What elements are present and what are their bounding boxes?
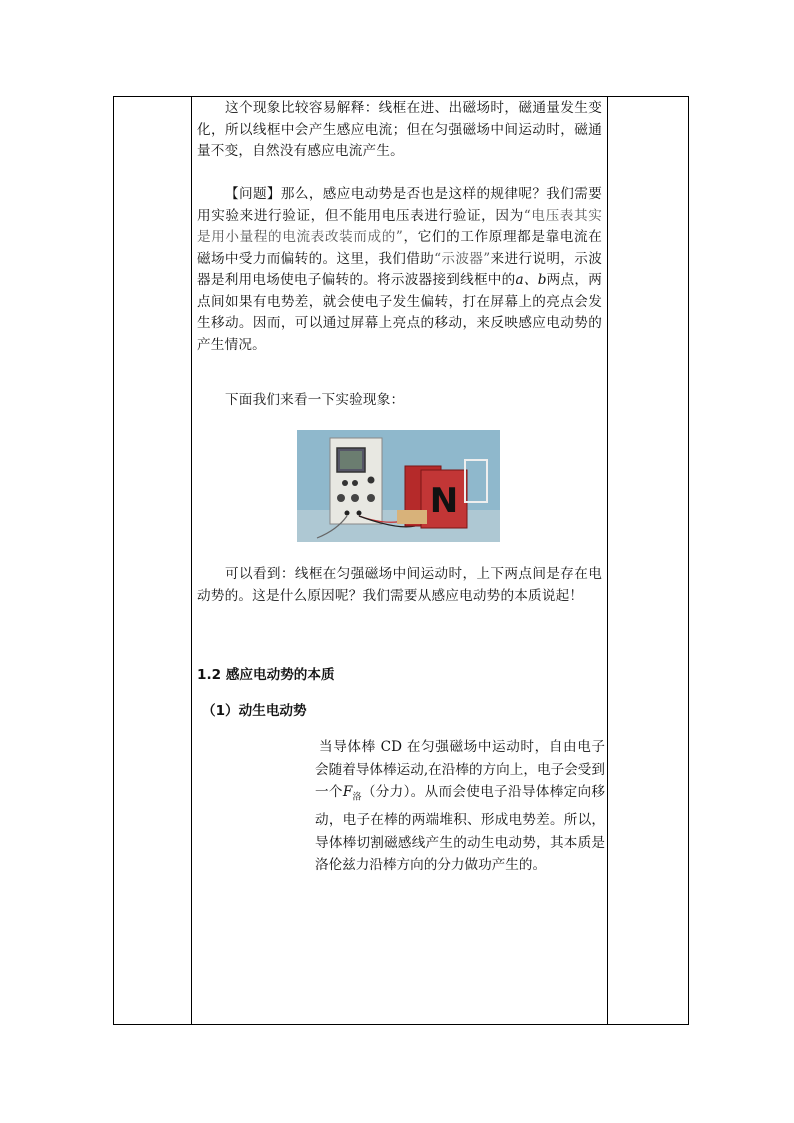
subsection-heading: （1）动生电动势: [202, 703, 307, 719]
section-heading: 1.2 感应电动势的本质: [197, 667, 335, 683]
column-divider: [607, 97, 608, 1024]
column-divider: [191, 97, 192, 1024]
magnet-pole-label: N: [429, 481, 459, 521]
oscilloscope-experiment-photo: [297, 430, 500, 542]
paragraph-observation: 可以看到：线框在匀强磁场中间运动时，上下两点间是存在电动势的。这是什么原因呢？我们需要从感应电动势的本质说起！: [197, 566, 602, 604]
paragraph-intro-experiment: 下面我们来看一下实验现象：: [225, 392, 405, 408]
paragraph-explanation: 这个现象比较容易解释：线框在进、出磁场时，磁通量发生变化，所以线框中会产生感应电流；但在匀强磁场中间运动时，磁通量不变，自然没有感应电流产生。: [197, 100, 602, 159]
paragraph-motional-emf: 当导体棒 CD 在匀强磁场中运动时，自由电子会随着导体棒运动,在沿棒的方向上，电子会受到一个$F_洛$（分力）。从而会使电子沿导体棒定向移动，电子在棒的两端堆积、形成电势差。所以，导体棒切割磁感线产生的动生电动势，其本质是洛伦兹力沿棒方向的分力做功产生的。: [315, 739, 605, 874]
paragraph-question: 【问题】那么，感应电动势是否也是这样的规律呢？我们需要用实验来进行验证，但不能用电压表进行验证，因为“电压表其实是用小量程的电流表改装而成的”，它们的工作原理都是靠电流在磁场中受力而偏转的。这里，我们借助“示波器”来进行说明，示波器是利用电场使电子偏转的。将示波器接到线框中的a、b两点，两点间如果有电势差，就会使电子发生偏转，打在屏幕上的亮点会发生移动。因而，可以通过屏幕上亮点的移动，来反映感应电动势的产生情况。: [197, 186, 602, 353]
